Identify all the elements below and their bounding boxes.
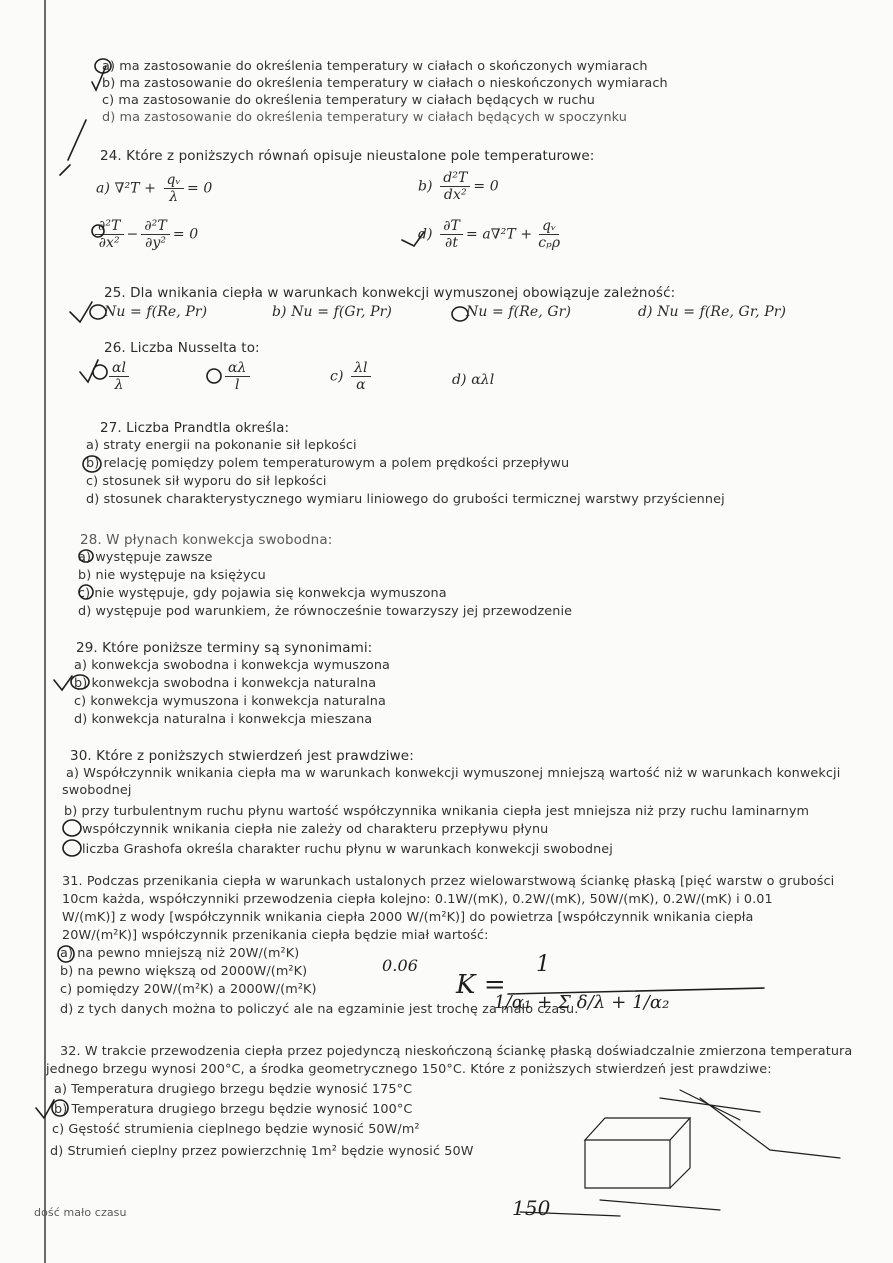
q30-title: 30. Które z poniższych stwierdzeń jest prawdziwe: <box>70 748 414 764</box>
q31-text-line3: W/(mK)] z wody [współczynnik wnikania ciepła 2000 W/(m²K)] do powietrza [współczynnik wnikania ciepła <box>62 910 754 925</box>
q23-option-a: a) ma zastosowanie do określenia temperatury w ciałach o skończonych wymiarach <box>102 59 648 74</box>
q28-option-c: c) nie występuje, gdy pojawia się konwekcja wymuszona <box>78 586 447 601</box>
q29-title: 29. Które poniższe terminy są synonimami: <box>76 640 373 656</box>
q31-option-d: d) z tych danych można to policzyć ale na egzaminie jest trochę za mało czasu. <box>60 1002 579 1017</box>
q27-option-d: d) stosunek charakterystycznego wymiaru liniowego do grubości termicznej warstwy przyściennej <box>86 492 725 507</box>
q29-option-d: d) konwekcja naturalna i konwekcja mieszana <box>74 712 373 727</box>
q30-option-a: a) Współczynnik wnikania ciepła ma w warunkach konwekcji wymuszonej mniejszą wartość niż w warunkach konwekcji <box>66 766 841 781</box>
handwritten-k: K = <box>456 970 506 1000</box>
answer-circle-q27-b <box>83 456 101 472</box>
q24-option-c: $\frac{\text{∂²T}}{\text{∂x²}}$ − $\frac{\text{∂²T}}{\text{∂y²}}$ = 0 <box>92 218 198 251</box>
checkmark-q26 <box>80 360 98 382</box>
q32-option-a: a) Temperatura drugiego brzegu będzie wynosić 175°C <box>54 1082 413 1097</box>
q24-option-a: a) ∇²T + $\frac{\text{qᵥ}}{\lambda}$ = 0 <box>96 172 213 205</box>
q32-text-line2: jednego brzegu wynosi 200°C, a środka geometrycznego 150°C. Które z poniższych stwierdzeń jest prawdziwe: <box>46 1062 772 1077</box>
q28-option-d: d) występuje pod warunkiem, że równocześnie towarzyszy jej przewodzenie <box>78 604 573 619</box>
q29-option-c: c) konwekcja wymuszona i konwekcja naturalna <box>74 694 386 709</box>
answer-circle-q26-b <box>207 369 221 383</box>
handwritten-fraction-line <box>508 988 764 994</box>
checkmark-q23 <box>92 66 106 90</box>
q31-text-line1: 31. Podczas przenikania ciepła w warunkach ustalonych przez wielowarstwową ściankę płaską [pięć warstw o grubości <box>62 874 835 889</box>
q32-text-line1: 32. W trakcie przewodzenia ciepła przez pojedynczą nieskończoną ściankę płaską doświadczalnie zmierzona temperatura <box>60 1044 853 1059</box>
q25-option-d: d) Nu = f(Re, Gr, Pr) <box>638 304 787 320</box>
q26-option-b: $\frac{\alpha\lambda}{l}$ <box>222 360 253 393</box>
q31-option-b: b) na pewno większą od 2000W/(m²K) <box>60 964 308 979</box>
q25-title: 25. Dla wnikania ciepła w warunkach konwekcji wymuszonej obowiązuje zależność: <box>104 285 676 301</box>
q30-option-a-cont: swobodnej <box>62 783 132 798</box>
checkmark-q29 <box>54 676 72 690</box>
q32-option-b: b) Temperatura drugiego brzegu będzie wynosić 100°C <box>54 1102 413 1117</box>
wall-sketch <box>520 1090 840 1216</box>
q31-option-a: a) na pewno mniejszą niż 20W/(m²K) <box>60 946 300 961</box>
handwritten-number: 150 <box>512 1196 551 1220</box>
q30-option-b: b) przy turbulentnym ruchu płynu wartość współczynnika wnikania ciepła jest mniejsza niż przy ruchu laminarnym <box>64 804 810 819</box>
q25-option-a: Nu = f(Re, Pr) <box>104 304 208 320</box>
q23-option-b: b) ma zastosowanie do określenia temperatury w ciałach o nieskończonych wymiarach <box>102 76 668 91</box>
q32-option-c: c) Gęstość strumienia cieplnego będzie wynosić 50W/m² <box>52 1122 420 1137</box>
answer-circle-q26-a <box>93 365 107 379</box>
answer-circle-q28-c <box>79 585 93 599</box>
q28-option-b: b) nie występuje na księżycu <box>78 568 266 583</box>
q26-title: 26. Liczba Nusselta to: <box>104 340 260 356</box>
answer-circle-q23-a <box>95 59 111 73</box>
q24-option-b: b) $\frac{\text{d²T}}{\text{dx²}}$ = 0 <box>418 170 499 203</box>
answer-circle-q30-c <box>63 820 81 836</box>
margin-slash-q23 <box>60 120 86 175</box>
q27-option-c: c) stosunek sił wyporu do sił lepkości <box>86 474 327 489</box>
q28-title: 28. W płynach konwekcja swobodna: <box>80 532 333 548</box>
answer-circle-q28-a <box>79 550 93 562</box>
q24-option-d: d) $\frac{\partial T}{\partial t}$ = a∇²T + $\frac{\text{qᵥ}}{\text{cₚρ}}$ <box>418 218 561 251</box>
q25-option-c: Nu = f(Re, Gr) <box>466 304 572 320</box>
checkmark-q25 <box>70 302 92 322</box>
answer-circle-q25-a <box>90 305 106 319</box>
q31-text-line4: 20W/(m²K)] współczynnik przenikania ciepła będzie miał wartość: <box>62 928 489 943</box>
answer-circle-q29-b <box>71 675 89 689</box>
handwritten-value: 0.06 <box>382 956 419 975</box>
q29-option-b: b) konwekcja swobodna i konwekcja naturalna <box>74 676 377 691</box>
answer-circle-q31-a <box>58 946 74 962</box>
q26-option-c: c) $\frac{\lambda l}{\alpha}$ <box>330 360 374 393</box>
q27-option-a: a) straty energii na pokonanie sił lepkości <box>86 438 357 453</box>
q28-option-a: a) występuje zawsze <box>78 550 213 565</box>
answer-circle-q32-b <box>52 1100 68 1116</box>
q30-option-d: liczba Grashofa określa charakter ruchu płynu w warunkach konwekcji swobodnej <box>82 842 613 857</box>
checkmark-q24-d <box>402 232 424 246</box>
q30-option-c: współczynnik wnikania ciepła nie zależy od charakteru przepływu płynu <box>82 822 549 837</box>
handwritten-formula-den: 1/α₁ + Σ δ/λ + 1/α₂ <box>494 992 670 1013</box>
q26-option-a: $\frac{\alpha l}{\lambda}$ <box>106 360 132 393</box>
handwritten-formula-num: 1 <box>536 952 551 977</box>
q27-option-b: b) relację pomiędzy polem temperaturowym a polem prędkości przepływu <box>86 456 570 471</box>
q29-option-a: a) konwekcja swobodna i konwekcja wymuszona <box>74 658 390 673</box>
q24-title: 24. Które z poniższych równań opisuje nieustalone pole temperaturowe: <box>100 148 595 164</box>
q23-option-c: c) ma zastosowanie do określenia temperatury w ciałach będących w ruchu <box>102 93 595 108</box>
footer-scribble: dość mało czasu <box>34 1206 127 1219</box>
answer-circle-q25-c <box>452 307 468 321</box>
q23-option-d: d) ma zastosowanie do określenia temperatury w ciałach będących w spoczynku <box>102 110 627 125</box>
q25-option-b: b) Nu = f(Gr, Pr) <box>272 304 392 320</box>
answer-circle-q30-d <box>63 840 81 856</box>
q31-text-line2: 10cm każda, współczynniki przewodzenia ciepła kolejno: 0.1W/(mK), 0.2W/(mK), 50W/(mK), 0.2W/(mK) i 0.01 <box>62 892 773 907</box>
q32-option-d: d) Strumień cieplny przez powierzchnię 1m² będzie wynosić 50W <box>50 1144 474 1159</box>
answer-circle-q24-c <box>92 225 104 237</box>
q26-option-d: d) αλl <box>452 372 495 388</box>
q27-title: 27. Liczba Prandtla określa: <box>100 420 290 436</box>
q31-option-c: c) pomiędzy 20W/(m²K) a 2000W/(m²K) <box>60 982 317 997</box>
